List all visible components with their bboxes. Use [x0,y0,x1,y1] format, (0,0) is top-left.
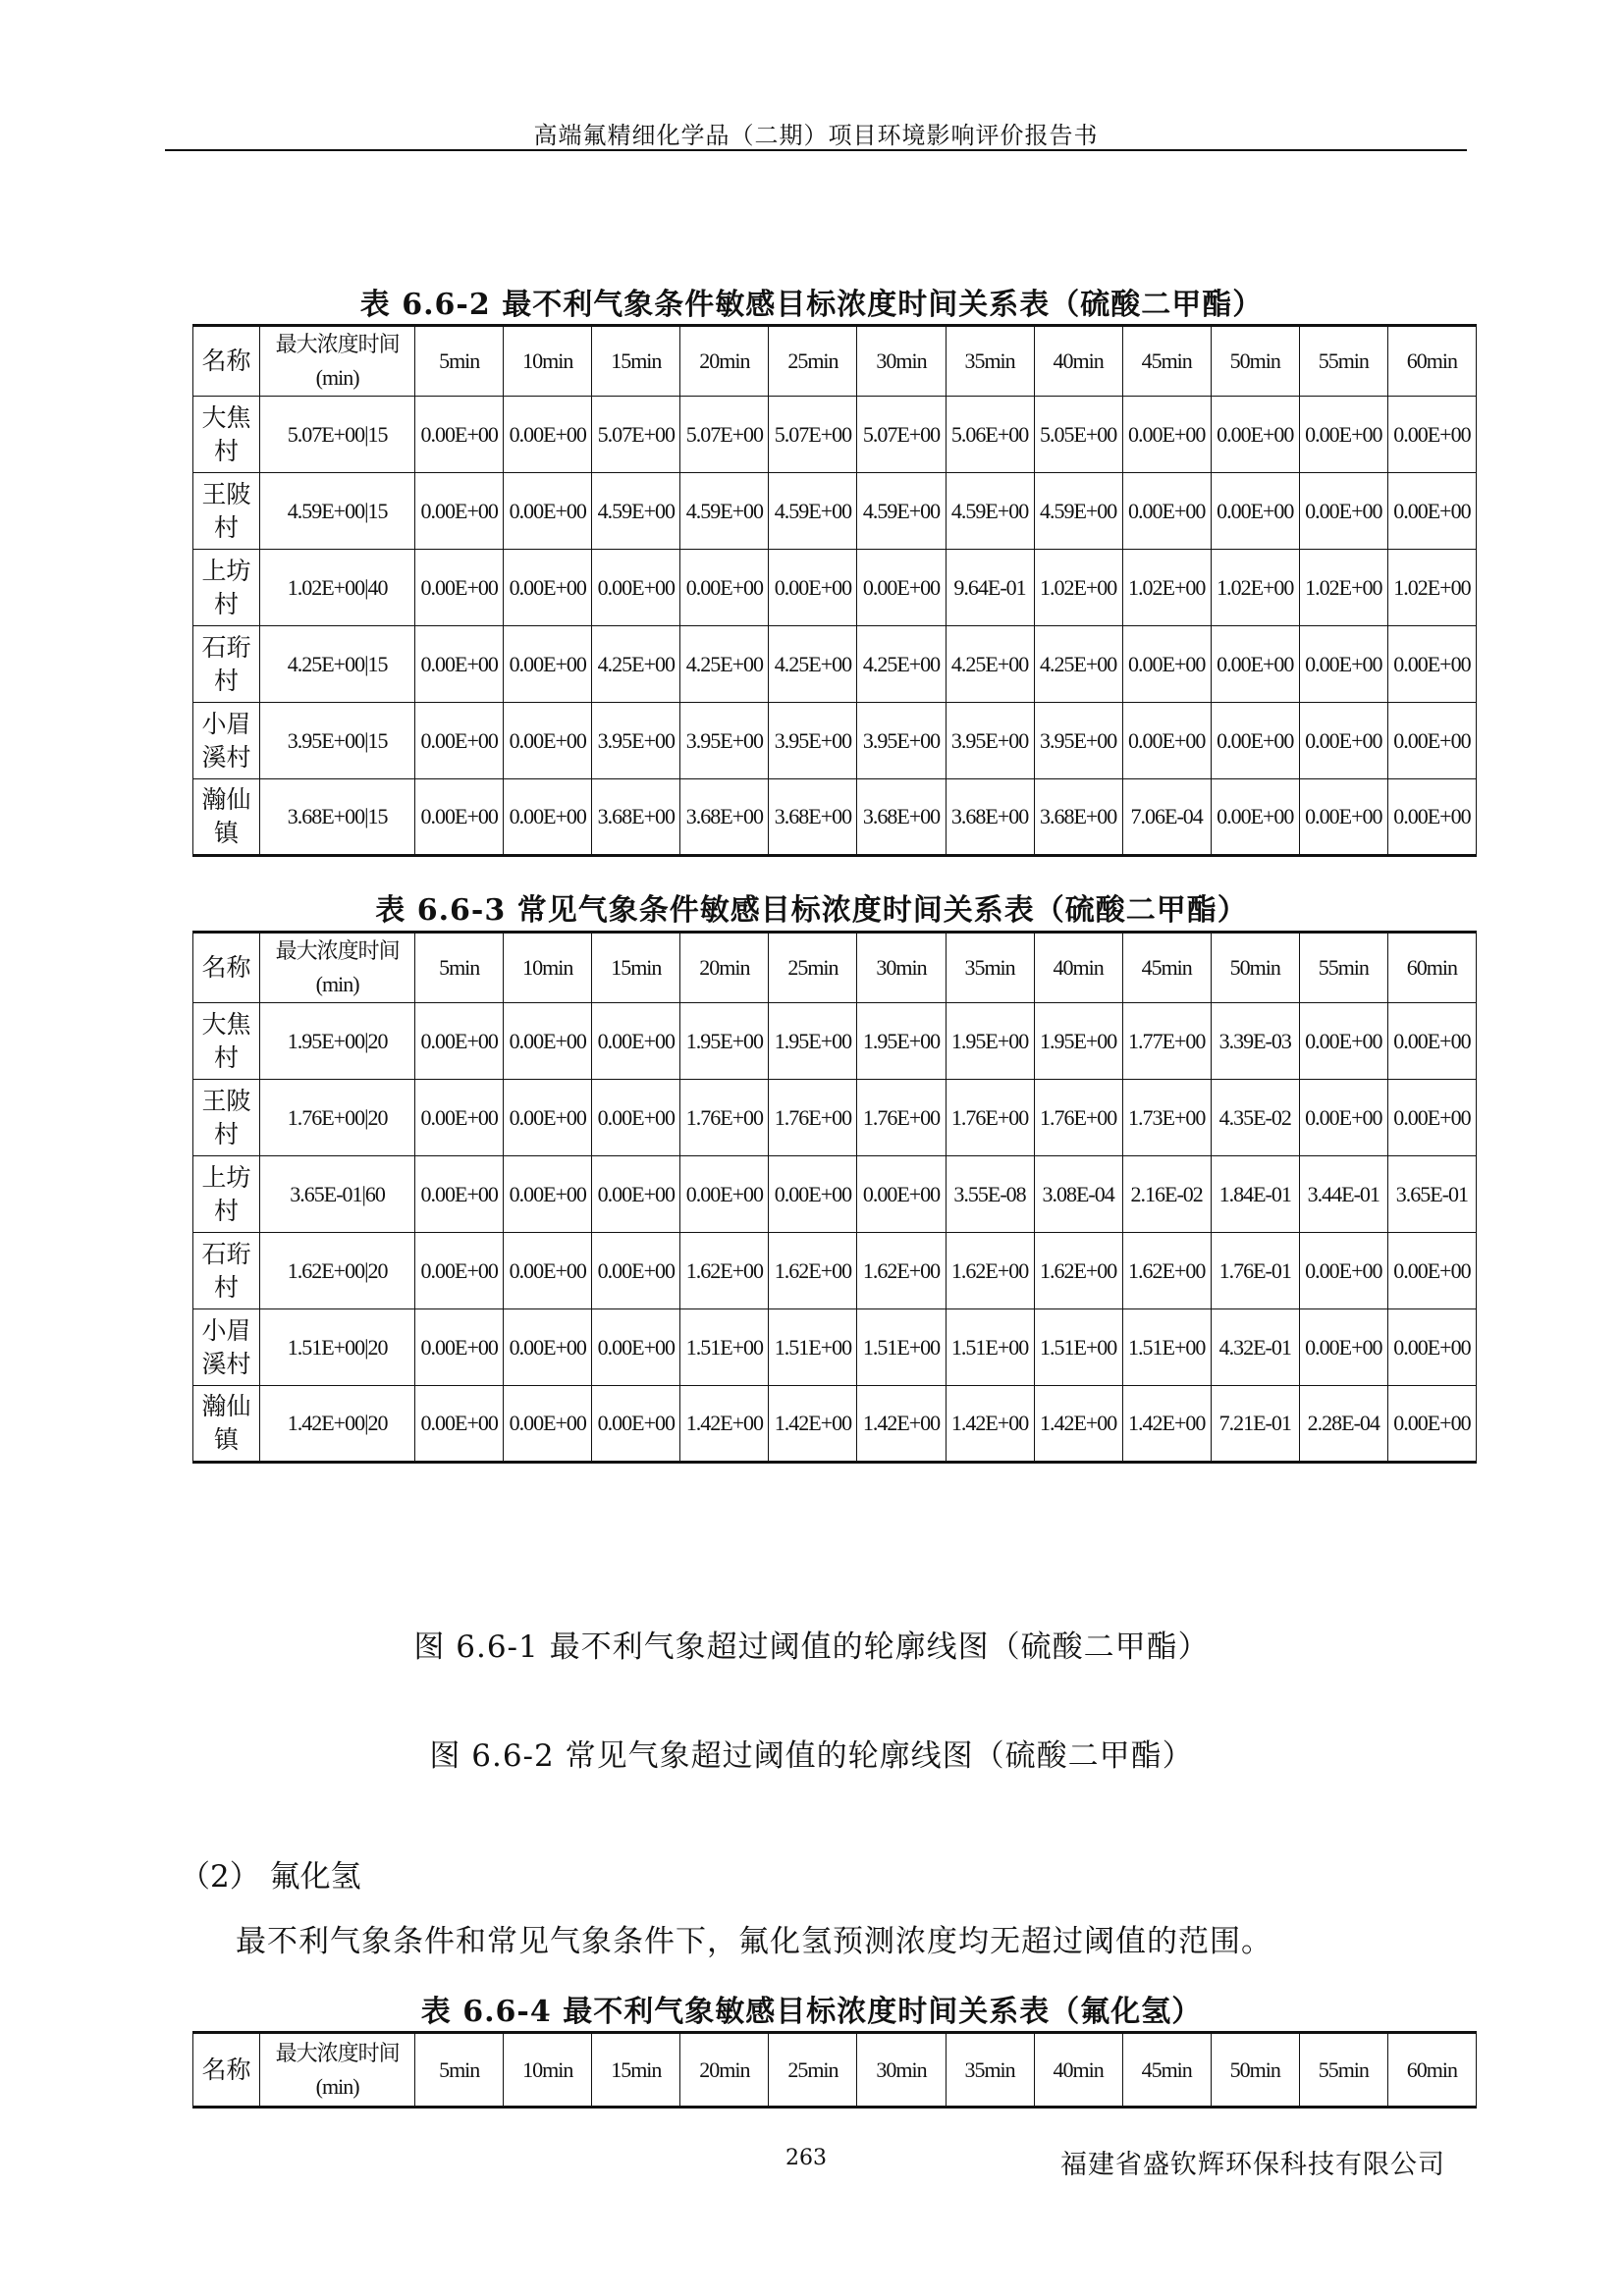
cell-concentration: 0.00E+00 [1211,779,1299,856]
table-header-row [193,326,1477,397]
cell-concentration: 0.00E+00 [680,1156,769,1233]
cell-concentration: 1.76E-01 [1211,1233,1299,1309]
column-header-time: 5min [415,326,504,397]
cell-concentration: 0.00E+00 [1299,1080,1387,1156]
column-header-time: 45min [1122,326,1211,397]
cell-concentration: 4.59E+00 [857,473,946,550]
cell-location-name: 王陂村 [193,473,260,550]
cell-max-concentration: 1.62E+00|20 [260,1233,415,1309]
cell-concentration: 1.42E+00 [946,1386,1034,1463]
column-header-time: 55min [1299,933,1387,1003]
page-header-title: 高端氟精细化学品（二期）项目环境影响评价报告书 [533,122,1099,149]
cell-concentration: 1.02E+00 [1387,550,1476,626]
cell-concentration: 1.02E+00 [1034,550,1122,626]
cell-concentration: 0.00E+00 [504,703,592,779]
cell-max-concentration: 3.65E-01|60 [260,1156,415,1233]
table-row [193,1003,1477,1080]
column-header-time: 50min [1211,326,1299,397]
table-row [193,1156,1477,1233]
column-header-time: 15min [592,2033,680,2108]
cell-max-concentration: 4.25E+00|15 [260,626,415,703]
cell-concentration: 0.00E+00 [504,1003,592,1080]
section-heading: （2） 氟化氢 [180,1859,361,1895]
cell-concentration: 0.00E+00 [1211,397,1299,473]
column-header-time: 25min [769,2033,857,2108]
cell-concentration: 1.51E+00 [1122,1309,1211,1386]
cell-concentration: 3.95E+00 [592,703,680,779]
cell-concentration: 2.28E-04 [1299,1386,1387,1463]
cell-concentration: 1.76E+00 [1034,1080,1122,1156]
figure-6-6-1-caption: 图 6.6-1 最不利气象超过阈值的轮廓线图（硫酸二甲酯） [413,1629,1210,1665]
column-header-time: 35min [946,933,1034,1003]
cell-concentration: 1.42E+00 [769,1386,857,1463]
table-6-6-2 [192,324,1477,857]
cell-concentration: 0.00E+00 [1299,626,1387,703]
cell-concentration: 1.02E+00 [1211,550,1299,626]
column-header-max-time: 最大浓度时间(min) [260,2033,415,2108]
cell-max-concentration: 4.59E+00|15 [260,473,415,550]
cell-concentration: 2.16E-02 [1122,1156,1211,1233]
column-header-time: 25min [769,326,857,397]
column-header-time: 55min [1299,326,1387,397]
cell-concentration: 1.95E+00 [1034,1003,1122,1080]
cell-location-name: 王陂村 [193,1080,260,1156]
column-header-time: 60min [1387,326,1476,397]
cell-concentration: 0.00E+00 [415,397,504,473]
cell-concentration: 1.76E+00 [680,1080,769,1156]
cell-concentration: 0.00E+00 [592,1386,680,1463]
cell-concentration: 1.51E+00 [769,1309,857,1386]
cell-concentration: 3.39E-03 [1211,1003,1299,1080]
cell-concentration: 0.00E+00 [1387,1003,1476,1080]
cell-concentration: 7.21E-01 [1211,1386,1299,1463]
cell-concentration: 1.76E+00 [946,1080,1034,1156]
table-row [193,1233,1477,1309]
cell-concentration: 0.00E+00 [1387,626,1476,703]
cell-concentration: 5.07E+00 [592,397,680,473]
column-header-time: 45min [1122,2033,1211,2108]
cell-concentration: 3.55E-08 [946,1156,1034,1233]
table-row [193,473,1477,550]
cell-concentration: 0.00E+00 [1122,473,1211,550]
cell-location-name: 小眉溪村 [193,1309,260,1386]
cell-location-name: 大焦村 [193,1003,260,1080]
cell-concentration: 1.73E+00 [1122,1080,1211,1156]
cell-location-name: 上坊村 [193,1156,260,1233]
cell-concentration: 9.64E-01 [946,550,1034,626]
cell-concentration: 3.44E-01 [1299,1156,1387,1233]
cell-concentration: 1.02E+00 [1122,550,1211,626]
cell-concentration: 1.77E+00 [1122,1003,1211,1080]
column-header-time: 30min [857,326,946,397]
cell-concentration: 1.62E+00 [1034,1233,1122,1309]
cell-concentration: 4.25E+00 [680,626,769,703]
cell-concentration: 0.00E+00 [1387,1386,1476,1463]
cell-concentration: 0.00E+00 [1299,779,1387,856]
column-header-name: 名称 [193,2033,260,2108]
cell-concentration: 0.00E+00 [1122,397,1211,473]
cell-concentration: 5.07E+00 [680,397,769,473]
cell-concentration: 0.00E+00 [592,1156,680,1233]
cell-max-concentration: 1.51E+00|20 [260,1309,415,1386]
cell-concentration: 1.51E+00 [857,1309,946,1386]
cell-concentration: 4.25E+00 [1034,626,1122,703]
cell-concentration: 0.00E+00 [1299,1309,1387,1386]
cell-concentration: 4.25E+00 [769,626,857,703]
cell-concentration: 1.51E+00 [946,1309,1034,1386]
column-header-time: 40min [1034,933,1122,1003]
cell-concentration: 1.62E+00 [769,1233,857,1309]
cell-concentration: 1.42E+00 [1122,1386,1211,1463]
cell-concentration: 5.07E+00 [857,397,946,473]
column-header-time: 60min [1387,2033,1476,2108]
cell-concentration: 3.68E+00 [769,779,857,856]
column-header-time: 60min [1387,933,1476,1003]
cell-location-name: 石珩村 [193,1233,260,1309]
cell-max-concentration: 1.02E+00|40 [260,550,415,626]
cell-concentration: 0.00E+00 [415,779,504,856]
cell-concentration: 1.62E+00 [946,1233,1034,1309]
cell-concentration: 0.00E+00 [415,550,504,626]
cell-concentration: 0.00E+00 [415,626,504,703]
cell-concentration: 0.00E+00 [857,1156,946,1233]
cell-concentration: 1.02E+00 [1299,550,1387,626]
cell-concentration: 0.00E+00 [1387,1309,1476,1386]
cell-concentration: 0.00E+00 [680,550,769,626]
column-header-time: 20min [680,326,769,397]
column-header-time: 50min [1211,933,1299,1003]
cell-concentration: 0.00E+00 [1299,703,1387,779]
table-row [193,1080,1477,1156]
cell-max-concentration: 1.76E+00|20 [260,1080,415,1156]
column-header-max-time: 最大浓度时间(min) [260,326,415,397]
cell-concentration: 0.00E+00 [504,1233,592,1309]
cell-concentration: 0.00E+00 [1122,703,1211,779]
cell-max-concentration: 3.68E+00|15 [260,779,415,856]
cell-concentration: 3.68E+00 [592,779,680,856]
cell-concentration: 0.00E+00 [504,1309,592,1386]
cell-concentration: 0.00E+00 [415,1080,504,1156]
cell-max-concentration: 1.42E+00|20 [260,1386,415,1463]
cell-concentration: 0.00E+00 [1299,1233,1387,1309]
cell-concentration: 0.00E+00 [415,473,504,550]
column-header-time: 20min [680,2033,769,2108]
cell-concentration: 0.00E+00 [504,1080,592,1156]
cell-concentration: 1.42E+00 [857,1386,946,1463]
cell-concentration: 3.95E+00 [769,703,857,779]
cell-location-name: 瀚仙镇 [193,1386,260,1463]
cell-concentration: 0.00E+00 [1387,703,1476,779]
cell-concentration: 1.84E-01 [1211,1156,1299,1233]
cell-concentration: 3.08E-04 [1034,1156,1122,1233]
cell-concentration: 4.32E-01 [1211,1309,1299,1386]
cell-concentration: 3.95E+00 [857,703,946,779]
cell-concentration: 3.68E+00 [680,779,769,856]
column-header-time: 30min [857,2033,946,2108]
cell-concentration: 0.00E+00 [1387,473,1476,550]
cell-max-concentration: 1.95E+00|20 [260,1003,415,1080]
table-6-6-2-caption: 表 6.6-2 最不利气象条件敏感目标浓度时间关系表（硫酸二甲酯） [359,288,1264,322]
column-header-time: 10min [504,2033,592,2108]
cell-concentration: 3.95E+00 [1034,703,1122,779]
cell-concentration: 0.00E+00 [1122,626,1211,703]
company-name: 福建省盛钦辉环保科技有限公司 [1060,2150,1445,2180]
column-header-time: 5min [415,2033,504,2108]
cell-concentration: 0.00E+00 [415,1309,504,1386]
cell-concentration: 4.59E+00 [1034,473,1122,550]
cell-concentration: 3.68E+00 [857,779,946,856]
cell-concentration: 3.65E-01 [1387,1156,1476,1233]
column-header-time: 50min [1211,2033,1299,2108]
table-row [193,1309,1477,1386]
page-number: 263 [785,2146,827,2170]
column-header-max-time: 最大浓度时间(min) [260,933,415,1003]
cell-location-name: 石珩村 [193,626,260,703]
column-header-time: 15min [592,933,680,1003]
table-header-row [193,2033,1477,2108]
cell-concentration: 4.59E+00 [946,473,1034,550]
cell-concentration: 0.00E+00 [504,397,592,473]
cell-concentration: 0.00E+00 [504,779,592,856]
cell-concentration: 1.76E+00 [857,1080,946,1156]
cell-concentration: 4.25E+00 [946,626,1034,703]
cell-concentration: 0.00E+00 [769,1156,857,1233]
cell-concentration: 5.07E+00 [769,397,857,473]
cell-concentration: 3.95E+00 [680,703,769,779]
column-header-time: 40min [1034,326,1122,397]
header-rule [165,149,1467,151]
column-header-time: 10min [504,933,592,1003]
cell-concentration: 3.68E+00 [946,779,1034,856]
section-paragraph: 最不利气象条件和常见气象条件下，氟化氢预测浓度均无超过阈值的范围。 [236,1924,1272,1959]
cell-concentration: 0.00E+00 [592,1309,680,1386]
table-row [193,397,1477,473]
table-6-6-3-caption: 表 6.6-3 常见气象条件敏感目标浓度时间关系表（硫酸二甲酯） [375,893,1248,928]
cell-concentration: 5.05E+00 [1034,397,1122,473]
cell-concentration: 0.00E+00 [1387,1233,1476,1309]
column-header-time: 40min [1034,2033,1122,2108]
table-row [193,550,1477,626]
column-header-time: 55min [1299,2033,1387,2108]
cell-concentration: 0.00E+00 [592,1003,680,1080]
column-header-name: 名称 [193,326,260,397]
cell-concentration: 1.42E+00 [1034,1386,1122,1463]
cell-concentration: 0.00E+00 [504,1156,592,1233]
cell-concentration: 0.00E+00 [1387,1080,1476,1156]
cell-concentration: 3.68E+00 [1034,779,1122,856]
cell-concentration: 0.00E+00 [504,473,592,550]
table-row [193,626,1477,703]
table-6-6-3 [192,931,1477,1464]
cell-concentration: 1.42E+00 [680,1386,769,1463]
table-header-row [193,933,1477,1003]
cell-concentration: 0.00E+00 [1211,473,1299,550]
cell-location-name: 上坊村 [193,550,260,626]
column-header-time: 20min [680,933,769,1003]
cell-concentration: 4.59E+00 [680,473,769,550]
cell-concentration: 1.95E+00 [857,1003,946,1080]
cell-concentration: 5.06E+00 [946,397,1034,473]
cell-concentration: 0.00E+00 [1299,397,1387,473]
cell-concentration: 0.00E+00 [592,1080,680,1156]
cell-concentration: 1.76E+00 [769,1080,857,1156]
cell-concentration: 0.00E+00 [415,1233,504,1309]
cell-concentration: 0.00E+00 [1387,779,1476,856]
cell-concentration: 0.00E+00 [1299,1003,1387,1080]
cell-concentration: 4.59E+00 [769,473,857,550]
cell-concentration: 1.95E+00 [769,1003,857,1080]
cell-concentration: 0.00E+00 [415,1386,504,1463]
cell-max-concentration: 3.95E+00|15 [260,703,415,779]
cell-concentration: 0.00E+00 [415,1003,504,1080]
cell-concentration: 0.00E+00 [504,626,592,703]
cell-concentration: 0.00E+00 [415,703,504,779]
figure-6-6-2-caption: 图 6.6-2 常见气象超过阈值的轮廓线图（硫酸二甲酯） [429,1738,1194,1774]
column-header-name: 名称 [193,933,260,1003]
cell-concentration: 1.62E+00 [1122,1233,1211,1309]
column-header-time: 15min [592,326,680,397]
cell-concentration: 0.00E+00 [1387,397,1476,473]
cell-concentration: 1.95E+00 [680,1003,769,1080]
cell-max-concentration: 5.07E+00|15 [260,397,415,473]
cell-location-name: 大焦村 [193,397,260,473]
cell-concentration: 0.00E+00 [504,1386,592,1463]
table-row [193,703,1477,779]
column-header-time: 10min [504,326,592,397]
cell-concentration: 1.62E+00 [680,1233,769,1309]
cell-concentration: 4.25E+00 [592,626,680,703]
cell-concentration: 0.00E+00 [1211,626,1299,703]
cell-concentration: 0.00E+00 [769,550,857,626]
table-row [193,1386,1477,1463]
column-header-time: 35min [946,326,1034,397]
column-header-time: 5min [415,933,504,1003]
table-6-6-4-caption: 表 6.6-4 最不利气象敏感目标浓度时间关系表（氟化氢） [420,1995,1203,2029]
cell-concentration: 0.00E+00 [592,1233,680,1309]
cell-location-name: 小眉溪村 [193,703,260,779]
cell-concentration: 1.95E+00 [946,1003,1034,1080]
cell-concentration: 4.59E+00 [592,473,680,550]
cell-concentration: 0.00E+00 [1211,703,1299,779]
cell-concentration: 4.35E-02 [1211,1080,1299,1156]
cell-location-name: 瀚仙镇 [193,779,260,856]
cell-concentration: 1.62E+00 [857,1233,946,1309]
cell-concentration: 0.00E+00 [1299,473,1387,550]
column-header-time: 25min [769,933,857,1003]
cell-concentration: 3.95E+00 [946,703,1034,779]
cell-concentration: 7.06E-04 [1122,779,1211,856]
column-header-time: 30min [857,933,946,1003]
cell-concentration: 0.00E+00 [857,550,946,626]
cell-concentration: 4.25E+00 [857,626,946,703]
cell-concentration: 0.00E+00 [415,1156,504,1233]
cell-concentration: 0.00E+00 [592,550,680,626]
table-row [193,779,1477,856]
table-6-6-4 [192,2031,1477,2109]
cell-concentration: 0.00E+00 [504,550,592,626]
column-header-time: 35min [946,2033,1034,2108]
cell-concentration: 1.51E+00 [1034,1309,1122,1386]
cell-concentration: 1.51E+00 [680,1309,769,1386]
column-header-time: 45min [1122,933,1211,1003]
